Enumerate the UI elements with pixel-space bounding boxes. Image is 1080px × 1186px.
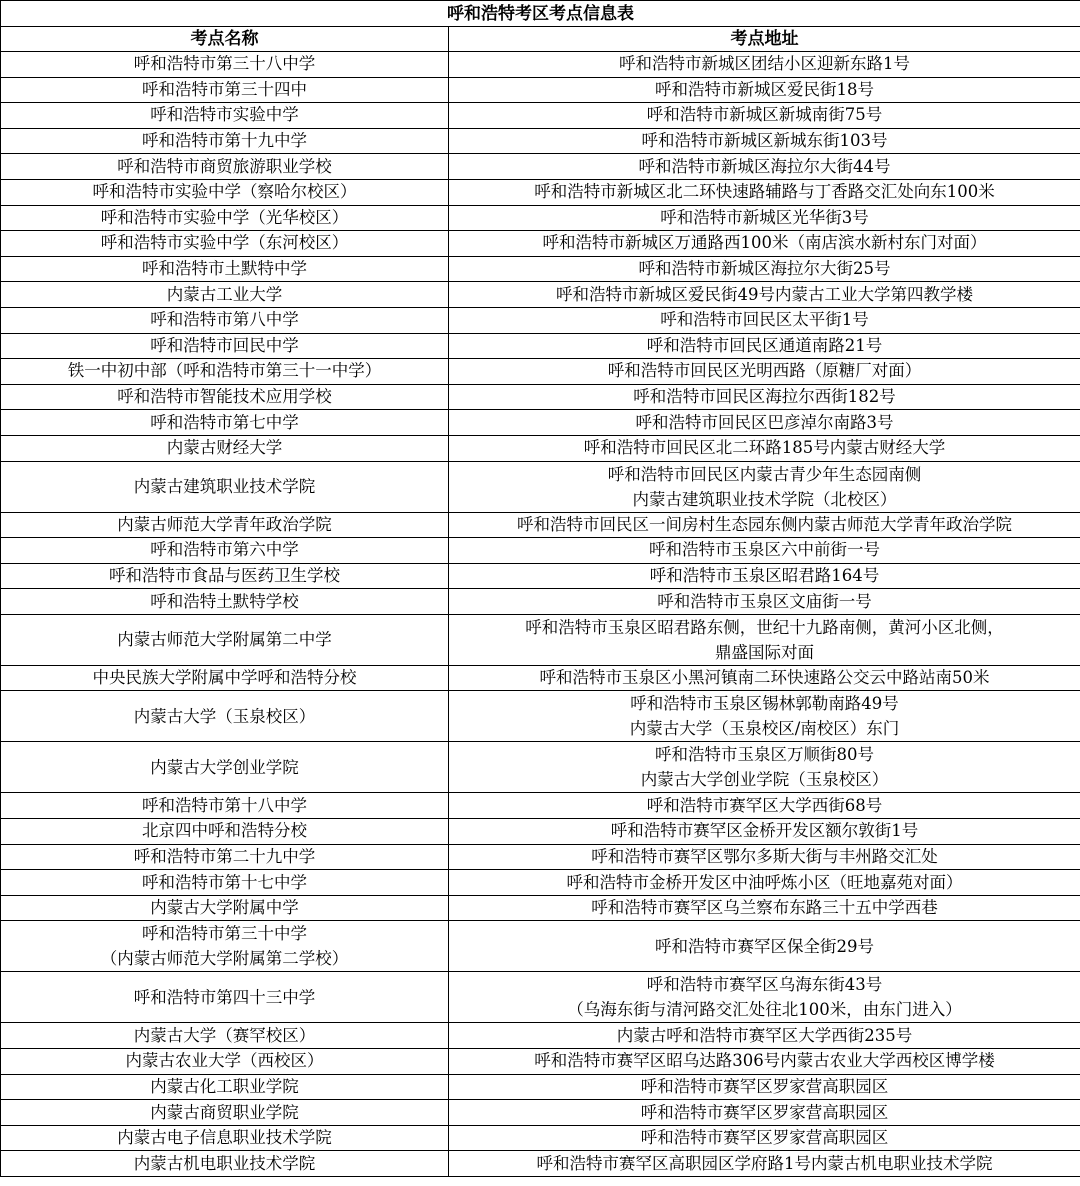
site-address-cell: [449, 691, 1080, 742]
table-row: [1, 870, 1080, 896]
site-name-cell: [1, 844, 449, 870]
site-address-cell: [449, 614, 1080, 665]
site-address-cell-line: 呼和浩特市玉泉区文庙街一号: [657, 591, 872, 611]
site-name-cell-line: 内蒙古工业大学: [166, 284, 283, 304]
table-row: [1, 512, 1080, 538]
site-name-cell-line: 呼和浩特市第十七中学: [142, 872, 307, 892]
site-address-cell: [449, 921, 1080, 972]
site-address-cell: [449, 742, 1080, 793]
site-address-cell-line: 内蒙古呼和浩特市赛罕区大学西街235号: [616, 1025, 913, 1045]
site-address-cell: [449, 128, 1080, 154]
site-address-cell: [449, 972, 1080, 1023]
table-row: [1, 614, 1080, 665]
table-row: [1, 1100, 1080, 1126]
site-name-cell-line: 呼和浩特市商贸旅游职业学校: [117, 156, 332, 176]
site-name-cell: [1, 614, 449, 665]
site-address-cell-line: 呼和浩特市回民区通道南路21号: [646, 335, 883, 355]
site-address-cell: [449, 359, 1080, 385]
site-address-cell-line: 呼和浩特市回民区内蒙古青少年生态园南侧: [607, 464, 922, 484]
site-name-cell: [1, 589, 449, 615]
site-name-cell-line: 内蒙古大学（玉泉校区）: [133, 706, 316, 726]
site-name-cell-line: 内蒙古建筑职业技术学院: [133, 477, 316, 496]
site-name-cell: [1, 384, 449, 410]
site-address-cell-line: 呼和浩特市新城区北二环快速路辅路与丁香路交汇处向东100米: [534, 182, 995, 202]
site-name-cell: [1, 921, 449, 972]
site-address-cell-line: 呼和浩特市回民区光明西路（原糖厂对面）: [607, 361, 922, 381]
site-address-cell: [449, 77, 1080, 103]
site-address-cell-line: 呼和浩特市回民区一间房村生态园东侧内蒙古师范大学青年政治学院: [517, 514, 1012, 534]
site-address-cell: [449, 895, 1080, 921]
site-name-cell-line: 内蒙古大学（赛罕校区）: [133, 1025, 316, 1045]
site-address-cell: [449, 231, 1080, 257]
site-name-cell-line: 呼和浩特市实验中学（光华校区）: [100, 207, 349, 227]
site-address-cell-line: 呼和浩特市新城区万通路西100米（南店滨水新村东门对面）: [542, 233, 987, 253]
site-name-cell-line: 北京四中呼和浩特分校: [142, 821, 307, 841]
site-address-cell-line: 呼和浩特市赛罕区昭乌达路306号内蒙古农业大学西校区博学楼: [534, 1051, 995, 1071]
site-name-cell-line: 呼和浩特市第二十九中学: [133, 846, 316, 866]
site-name-cell: [1, 1023, 449, 1049]
site-address-cell-line: 呼和浩特市新城区新城东街103号: [641, 131, 888, 151]
table-row: [1, 154, 1080, 180]
site-address-cell-line: 呼和浩特市新城区光华街3号: [660, 207, 869, 227]
site-address-cell-line: 呼和浩特市赛罕区罗家营高职园区: [640, 1102, 889, 1122]
table-row: [1, 1074, 1080, 1100]
table-row: [1, 333, 1080, 359]
site-address-cell: [449, 1049, 1080, 1075]
table-row: [1, 921, 1080, 972]
site-name-cell-line: 呼和浩特市第三十四中: [142, 79, 307, 99]
site-address-cell: [449, 793, 1080, 819]
site-name-cell: [1, 1151, 449, 1177]
header-row: [1, 27, 1080, 52]
site-address-cell-line: 呼和浩特市赛罕区罗家营高职园区: [640, 1128, 889, 1148]
site-address-cell-line: 呼和浩特市赛罕区大学西街68号: [646, 795, 883, 815]
site-address-cell-line: 呼和浩特市赛罕区鄂尔多斯大街与丰州路交汇处: [591, 846, 938, 866]
site-address-cell-line: 呼和浩特市玉泉区六中前街一号: [649, 540, 880, 560]
column-header-address: 考点地址: [449, 27, 1080, 52]
site-name-cell: [1, 819, 449, 845]
site-address-cell: [449, 103, 1080, 129]
site-name-cell: [1, 52, 449, 78]
site-name-cell-line: 呼和浩特市第四十三中学: [133, 987, 316, 1007]
site-address-cell: [449, 307, 1080, 333]
site-name-cell-line: 呼和浩特市第八中学: [150, 310, 299, 330]
table-row: [1, 538, 1080, 564]
site-address-cell: [449, 435, 1080, 461]
site-name-cell: [1, 435, 449, 461]
site-name-cell: [1, 691, 449, 742]
site-name-cell: [1, 665, 449, 691]
site-name-cell: [1, 972, 449, 1023]
site-address-cell: [449, 538, 1080, 564]
site-name-cell: [1, 179, 449, 205]
site-address-cell: [449, 1074, 1080, 1100]
site-address-cell: [449, 512, 1080, 538]
table-row: [1, 282, 1080, 308]
site-address-cell: [449, 384, 1080, 410]
site-name-cell-line: 内蒙古师范大学青年政治学院: [117, 514, 332, 534]
site-name-cell: [1, 563, 449, 589]
table-row: [1, 410, 1080, 436]
site-name-cell-line: 呼和浩特市第十九中学: [142, 131, 307, 151]
site-name-cell: [1, 742, 449, 793]
site-address-cell-line: 呼和浩特市金桥开发区中油呼炼小区（旺地嘉苑对面）: [566, 872, 963, 892]
site-address-cell-line: 内蒙古大学创业学院（玉泉校区）: [640, 770, 889, 790]
site-address-cell: [449, 179, 1080, 205]
site-name-cell: [1, 205, 449, 231]
site-name-cell: [1, 793, 449, 819]
site-name-cell: [1, 410, 449, 436]
site-name-cell: [1, 333, 449, 359]
site-address-cell-line: 内蒙古建筑职业技术学院（北校区）: [632, 489, 897, 509]
site-name-cell-line: 呼和浩特市回民中学: [150, 335, 299, 355]
table-row: [1, 742, 1080, 793]
site-name-cell-line: 呼和浩特市第七中学: [150, 412, 299, 432]
site-address-cell: [449, 589, 1080, 615]
column-header-name: 考点名称: [1, 27, 449, 52]
site-address-cell: [449, 844, 1080, 870]
site-name-cell-line: 呼和浩特市第三十八中学: [133, 54, 316, 74]
table-row: [1, 1023, 1080, 1049]
site-name-cell-line: 内蒙古电子信息职业技术学院: [117, 1128, 332, 1148]
table-row: [1, 128, 1080, 154]
site-address-cell: [449, 665, 1080, 691]
site-name-cell-line: 内蒙古大学创业学院: [150, 757, 299, 777]
site-name-cell-line: 呼和浩特市实验中学: [150, 105, 299, 125]
site-address-cell: [449, 205, 1080, 231]
table-row: [1, 691, 1080, 742]
site-name-cell: [1, 461, 449, 512]
site-address-cell-line: 呼和浩特市回民区海拉尔西街182号: [633, 387, 896, 407]
site-address-cell-line: 鼎盛国际对面: [715, 642, 814, 662]
table-row: [1, 461, 1080, 512]
site-address-cell-line: 呼和浩特市新城区爱民街49号内蒙古工业大学第四教学楼: [556, 284, 973, 304]
site-name-cell-line: 呼和浩特市第三十中学: [142, 924, 307, 944]
site-address-cell: [449, 52, 1080, 78]
site-name-cell-line: 呼和浩特市土默特中学: [142, 259, 307, 279]
site-name-cell-line: （内蒙古师范大学附属第二学校）: [100, 949, 349, 969]
site-name-cell-line: 呼和浩特市第六中学: [150, 540, 299, 560]
site-address-cell-line: 呼和浩特市新城区海拉尔大街25号: [638, 259, 891, 279]
site-name-cell: [1, 231, 449, 257]
site-name-cell: [1, 128, 449, 154]
table-row: [1, 435, 1080, 461]
site-name-cell: [1, 282, 449, 308]
site-name-cell: [1, 895, 449, 921]
site-address-cell: [449, 1125, 1080, 1151]
table-row: [1, 103, 1080, 129]
table-row: [1, 307, 1080, 333]
site-name-cell-line: 呼和浩特市实验中学（东河校区）: [100, 233, 349, 253]
site-address-cell: [449, 461, 1080, 512]
site-address-cell-line: 呼和浩特市新城区团结小区迎新东路1号: [619, 54, 910, 74]
site-name-cell: [1, 1049, 449, 1075]
table-row: [1, 77, 1080, 103]
table-body: [1, 52, 1080, 1177]
site-name-cell: [1, 1100, 449, 1126]
site-name-cell-line: 内蒙古化工职业学院: [150, 1076, 299, 1096]
site-name-cell-line: 呼和浩特土默特学校: [150, 591, 299, 611]
table-row: [1, 179, 1080, 205]
site-name-cell: [1, 870, 449, 896]
site-name-cell: [1, 77, 449, 103]
table-row: [1, 52, 1080, 78]
table-row: [1, 1049, 1080, 1075]
site-name-cell: [1, 307, 449, 333]
site-name-cell: [1, 256, 449, 282]
site-name-cell-line: 呼和浩特市食品与医药卫生学校: [109, 565, 340, 585]
site-address-cell-line: 呼和浩特市回民区太平街1号: [660, 310, 869, 330]
table-row: [1, 205, 1080, 231]
site-address-cell: [449, 870, 1080, 896]
site-address-cell-line: 呼和浩特市玉泉区小黑河镇南二环快速路公交云中路站南50米: [539, 668, 990, 688]
site-address-cell: [449, 333, 1080, 359]
table-row: [1, 1151, 1080, 1177]
site-name-cell-line: 呼和浩特市实验中学（察哈尔校区）: [92, 182, 357, 202]
site-address-cell-line: 呼和浩特市赛罕区高职园区学府路1号内蒙古机电职业技术学院: [536, 1153, 993, 1173]
site-address-cell-line: 呼和浩特市赛罕区罗家营高职园区: [640, 1076, 889, 1096]
site-address-cell: [449, 563, 1080, 589]
site-name-cell-line: 呼和浩特市智能技术应用学校: [117, 387, 332, 407]
site-address-cell-line: 呼和浩特市玉泉区昭君路东侧，世纪十九路南侧，黄河小区北侧，: [525, 617, 1004, 637]
table-row: [1, 563, 1080, 589]
site-address-cell-line: 呼和浩特市新城区新城南街75号: [646, 105, 883, 125]
table-row: [1, 793, 1080, 819]
site-address-cell: [449, 819, 1080, 845]
site-address-cell: [449, 1151, 1080, 1177]
table-row: [1, 972, 1080, 1023]
table-row: [1, 589, 1080, 615]
site-name-cell: [1, 512, 449, 538]
site-address-cell-line: 呼和浩特市赛罕区保全街29号: [655, 936, 874, 956]
site-address-cell-line: （乌海东街与清河路交汇处往北100米，由东门进入）: [567, 1000, 962, 1020]
site-name-cell-line: 内蒙古商贸职业学院: [150, 1102, 299, 1122]
table-row: [1, 384, 1080, 410]
site-name-cell-line: 内蒙古机电职业技术学院: [133, 1153, 316, 1173]
site-name-cell: [1, 538, 449, 564]
site-address-cell-line: 呼和浩特市回民区巴彦淖尔南路3号: [635, 412, 894, 432]
site-name-cell: [1, 103, 449, 129]
site-address-cell-line: 呼和浩特市新城区海拉尔大街44号: [638, 156, 891, 176]
site-address-cell-line: 呼和浩特市玉泉区锡林郭勒南路49号: [630, 694, 899, 714]
site-address-cell-line: 呼和浩特市赛罕区乌海东街43号: [646, 975, 883, 995]
site-address-cell-line: 呼和浩特市玉泉区昭君路164号: [649, 565, 880, 585]
table-row: [1, 665, 1080, 691]
site-name-cell-line: 中央民族大学附属中学呼和浩特分校: [92, 668, 357, 688]
site-name-cell-line: 内蒙古财经大学: [166, 438, 283, 458]
site-address-cell: [449, 256, 1080, 282]
site-address-cell: [449, 1100, 1080, 1126]
site-address-cell-line: 呼和浩特市赛罕区乌兰察布东路三十五中学西巷: [591, 898, 938, 918]
site-address-cell-line: 呼和浩特市赛罕区金桥开发区额尔敦街1号: [610, 821, 919, 841]
site-address-cell-line: 呼和浩特市回民区北二环路185号内蒙古财经大学: [583, 438, 946, 458]
site-name-cell-line: 内蒙古农业大学（西校区）: [125, 1051, 324, 1071]
site-address-cell: [449, 154, 1080, 180]
table-row: [1, 1125, 1080, 1151]
title-row: [1, 1, 1080, 27]
table-row: [1, 231, 1080, 257]
table-row: [1, 844, 1080, 870]
site-name-cell: [1, 359, 449, 385]
site-name-cell: [1, 154, 449, 180]
site-name-cell-line: 呼和浩特市第十八中学: [142, 795, 307, 815]
site-address-cell: [449, 282, 1080, 308]
site-address-cell: [449, 1023, 1080, 1049]
site-name-cell-line: 内蒙古师范大学附属第二中学: [117, 630, 332, 650]
site-name-cell-line: 铁一中初中部（呼和浩特市第三十一中学）: [67, 361, 382, 381]
site-name-cell: [1, 1074, 449, 1100]
site-address-cell-line: 内蒙古大学（玉泉校区/南校区）东门: [629, 719, 900, 739]
table-title: 呼和浩特考区考点信息表: [1, 1, 1080, 27]
site-name-cell-line: 内蒙古大学附属中学: [150, 898, 299, 918]
site-address-cell-line: 呼和浩特市新城区爱民街18号: [655, 79, 874, 99]
site-name-cell: [1, 1125, 449, 1151]
table-row: [1, 819, 1080, 845]
site-address-cell: [449, 410, 1080, 436]
table-row: [1, 895, 1080, 921]
table-row: [1, 256, 1080, 282]
table-row: [1, 359, 1080, 385]
site-address-cell-line: 呼和浩特市玉泉区万顺街80号: [655, 745, 874, 765]
